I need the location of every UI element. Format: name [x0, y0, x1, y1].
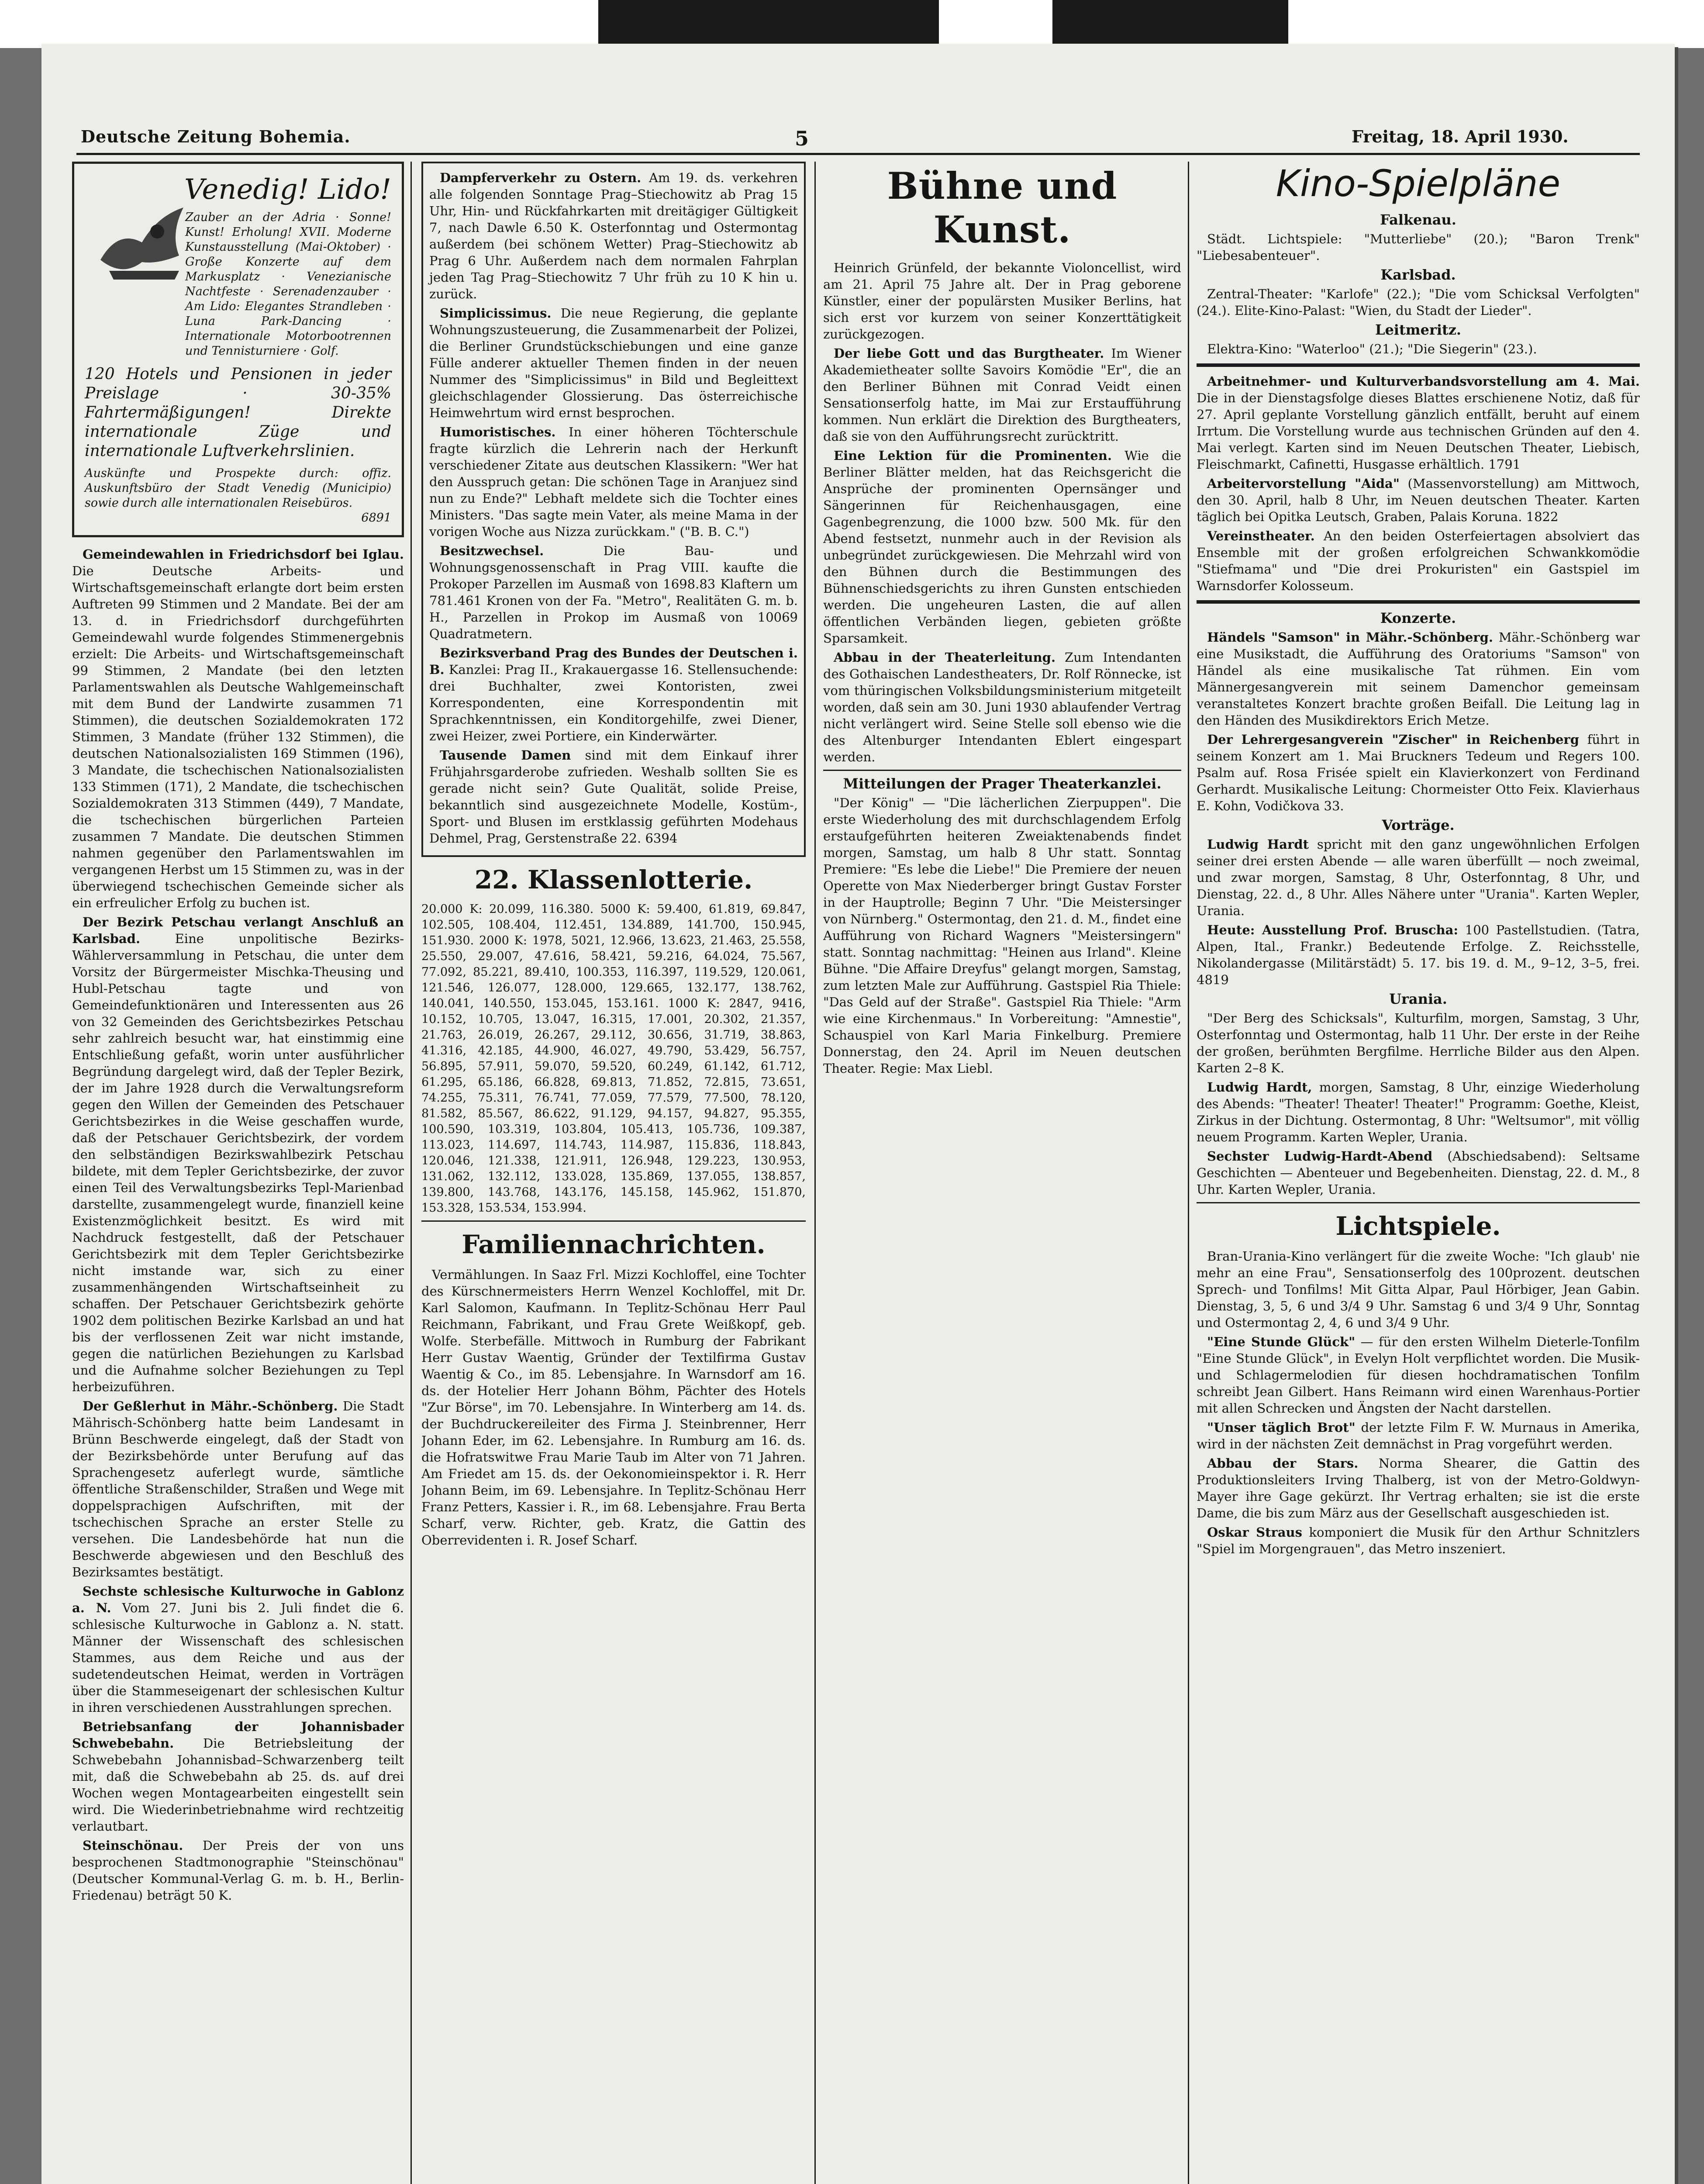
column-4	[1197, 162, 1640, 2184]
article-title: Der Bezirk Petschau verlangt Anschluß an Karlsbad.	[72, 915, 404, 946]
section-heading: Mitteilungen der Prager Theaterkanzlei.	[843, 775, 1162, 792]
ad-code: 4819	[1197, 972, 1229, 987]
article-body: Der Preis der von uns besprochenen Stadtmonographie "Steinschönau" (Deutscher Kommunal-Verlag G. m. b. H., Berlin-Friedenau) beträgt 50 K.	[72, 1838, 404, 1903]
winged-lion-icon	[92, 190, 192, 286]
article-title: Oskar Straus	[1207, 1525, 1302, 1540]
column-1	[72, 162, 404, 2184]
family-notices: Vermählungen. In Saaz Frl. Mizzi Kochloffel, eine Tochter des Kürschnermeisters Herrn Wenzel Kochloffel, mit Dr. Karl Salomon, Kaufmann. In Teplitz-Schönau Herr Paul Reichmann, Fabrikant, und Frau Grete Weißkopf, geb. Wolfe. Sterbefälle. Mittwoch in Rumburg der Fabrikant Herr Gustav Waentig, Gründer der Textilfirma Gustav Waentig & Co., im 85. Lebensjahre. In Warnsdorf am 16. ds. der Hotelier Herr Johann Böhm, Pächter des Hotels "Zur Börse", im 70. Lebensjahre. In Winterberg am 14. ds. der Buchdruckereileiter des Firma J. Steinbrenner, Herr Johann Eder, im 62. Lebensjahre. In Rumburg am 16. ds. die Hofratswitwe Frau Marie Taub im Alter von 71 Jahren. Am Friedet am 15. ds. der Oekonomieinspektor i. R. Herr Johann Beim, im 69. Lebensjahre. In Teplitz-Schönau Herr Franz Petters, Kassier i. R., im 68. Lebensjahre. Frau Berta Scharf, verw. Richter, geb. Kratz, die Gattin des Oberrevidenten i. R. Josef Scharf.	[421, 1267, 806, 1548]
section-rule	[823, 770, 1181, 771]
column-rule	[1188, 162, 1189, 2184]
article-body: Eine unpolitische Bezirks-Wählerversammlung in Petschau, die unter dem Vorsitz der Bürgermeister Mischka-Theusing und Hubl-Petschau tagte und von Gemeindefunktionären und Interessenten aus 26 von 32 Gemeinden des Gerichtsbezirkes Petschau sehr zahlreich besucht war, hat einstimmig eine Entschließung gefaßt, worin unter ausführlicher Begründung dargelegt wird, daß der Tepler Bezirk, der im Jahre 1928 durch die Verwaltungsreform gegen den Willen der Gemeinden des Petschauer Gerichtsbezirkes in die Weise geschaffen wurde, daß der Petschauer Gerichtsbezirk, der vordem den selbständigen Bezirkswahlbezirk Petschau bildete, mit dem Tepler Gerichtsbezirke, der zuvor einen Teil des Verwaltungsbezirks Tepl-Marienbad darstellte, zusammengelegt wurde, finanziell keine Existenzmöglichkeit besitzt. Es wird mit Nachdruck festgestellt, daß der Petschauer Gerichtsbezirk mit dem Tepler Gerichtsbezirke nicht imstande war, sich zu einer zusammenhängenden Wirtschaftseinheit zu schaffen. Der Petschauer Gerichtsbezirk gehörte 1902 dem politischen Bezirke Karlsbad an und hat bis der verflossenen Zeit war nicht imstande, gegen die natürlichen Beziehungen zu Karlsbad und die Aufnahme solcher Beziehungen zu Tepl herbeizuführen.	[72, 931, 404, 1394]
article-title: Tausende Damen	[440, 748, 571, 763]
article-body: Wie die Berliner Blätter melden, hat das Reichsgericht die Ansprüche der prominenten Opernsänger und Sängerinnen für Reichenhausgagen, eine Gagenbegrenzung, die 1000 bzw. 500 Mk. für den Abend festsetzt, nunmehr auch in der Revision als unbegründet zurückgewiesen. Die Mehrzahl wird von den Bühnen durch die Bestimmungen des Bühnenschiedsgerichts zu ihren Gunsten entschieden werden. Die ungeheuren Lasten, die auf allen öffentlichen Verbänden liegen, gebieten größte Sparsamkeit.	[823, 448, 1181, 646]
article-body: Bran-Urania-Kino verlängert für die zweite Woche: "Ich glaub' nie mehr an eine Frau", Sensationserfolg des 100prozent. deutschen Sprech- und Tonfilms! Mit Gitta Alpar, Paul Hörbiger, Jean Gabin. Dienstag, 3, 5, 6 und 3/4 9 Uhr. Samstag 6 und 3/4 9 Uhr, Sonntag und Ostermontag 2, 4, 6 und 3/4 9 Uhr.	[1197, 1249, 1640, 1330]
article-body: Die Deutsche Arbeits- und Wirtschaftsgemeinschaft erlangte dort beim ersten Auftreten 99 Stimmen und 2 Mandate. Bei der am 13. d. in Friedrichsdorf durchgeführten Gemeindewahl wurde folgendes Stimmenergebnis erzielt: Die Arbeits- und Wirtschaftsgemeinschaft 99 Stimmen, 2 Mandate (bei den letzten Parlamentswahlen als Deutsche Wahlgemeinschaft mit dem Bund der Landwirte zusammen 71 Stimmen), die deutschen Sozialdemokraten 172 Stimmen, 3 Mandate (früher 132 Stimmen), die deutschen Nationalsozialisten 169 Stimmen (196), 3 Mandate, die tschechischen Nationalsozialisten 133 Stimmen (171), 2 Mandate, die tschechischen Sozialdemokraten 313 Stimmen (449), 7 Mandate, die tschechischen bürgerlichen Parteien zusammen 7 Mandate. Die deutschen Stimmen nahmen gegenüber den Parlamentswahlen im vergangenen Herbst um 15 Stimmen zu, was in der überwiegend tschechischen Gemeinde sicher als ein erfreulicher Erfolg zu buchen ist.	[72, 563, 404, 910]
article-title: Ludwig Hardt,	[1207, 1080, 1312, 1095]
article-title: Arbeitervorstellung "Aida"	[1207, 476, 1400, 491]
ad-code: 6394	[645, 831, 678, 846]
article-title: Ludwig Hardt	[1207, 837, 1309, 852]
article-title: "Eine Stunde Glück"	[1207, 1334, 1356, 1349]
article-title: "Unser täglich Brot"	[1207, 1420, 1356, 1435]
boxed-notice	[421, 162, 806, 857]
article-body: "Der Berg des Schicksals", Kulturfilm, morgen, Samstag, 3 Uhr, Osterfonntag und Ostermontag, halb 11 Uhr. Der erste in der Reihe der großen, berühmten Bergfilme. Herrliche Bilder aus den Alpen. Karten 2–8 K.	[1197, 1011, 1640, 1075]
article-body: In einer höheren Töchterschule fragte kürzlich die Lehrerin nach der Herkunft verschiedener Zitate aus deutschen Klassikern: "Wer hat den Ausspruch getan: Die schönen Tage in Aranjuez sind nun zu Ende?" Lebhaft meldete sich die Tochter eines Ministers. "Das sagte mein Vater, als meine Mama in der vorigen Woche aus Nizza zurückkam." ("B. B. C.")	[429, 425, 798, 539]
article-title: Gemeindewahlen in Friedrichsdorf bei Iglau.	[83, 547, 404, 562]
scan-dark-strip	[1052, 0, 1288, 46]
article-body: spricht mit den ganz ungewöhnlichen Erfolgen seiner drei ersten Abende — alle waren überfüllt — noch zweimal, und zwar morgen, Samstag, 8 Uhr, Osterfonntag, 8 Uhr, und Dienstag, 22. d., 8 Uhr. Alles Nähere unter "Urania". Karten Wepler, Urania.	[1197, 837, 1640, 918]
column-3	[823, 162, 1181, 2184]
ad-code: 1822	[1526, 509, 1559, 524]
section-rule	[1197, 600, 1640, 604]
article-title: Besitzwechsel.	[440, 543, 544, 558]
section-heading: Vorträge.	[1382, 817, 1455, 833]
article-title: Abbau der Stars.	[1207, 1456, 1359, 1471]
article-title: Betriebsanfang der Johannisbader Schwebebahn.	[72, 1719, 404, 1751]
article-title: Steinschönau.	[83, 1838, 183, 1853]
article-body: 100 Pastellstudien. (Tatra, Alpen, Ital., Frankr.) Bedeutende Erfolge. Z. Reichsstelle, Nikolandergasse (Militärstädt) 5. 17. bis 19. d. M., 9–12, 3–5, frei.	[1197, 923, 1640, 971]
article-title: Arbeitnehmer- und Kulturverbandsvorstellung am 4. Mai.	[1207, 374, 1640, 389]
newspaper-page	[41, 44, 1675, 2184]
article-body: Mähr.-Schönberg war eine Musikstadt, die Aufführung des Oratoriums "Samson" von Händel als eine musikalische Tat rühmen. Ein vom Männergesangverein mit seinem Damenchor gemeinsam veranstaltetes Konzert brachte großen Beifall. Die Leitung lag in den Händen des Musikdirektors Erich Metze.	[1197, 630, 1640, 728]
article-body: führt in seinem Konzert am 1. Mai Bruckners Tedeum und Regers 100. Psalm auf. Rosa Frisée spielt ein Klavierkonzert von Ferdinand Gerhardt. Musikalische Leitung: Chormeister Otto Feix. Klavierhaus E. Kohn, Vodičkova 33.	[1197, 732, 1640, 813]
article-title: Simplicissimus.	[440, 306, 552, 321]
listing-body: Städt. Lichtspiele: "Mutterliebe" (20.); "Baron Trenk" "Liebesabenteuer".	[1197, 232, 1640, 263]
article-body: Norma Shearer, die Gattin des Produktionsleiters Irving Thalberg, ist von der Metro-Goldwyn-Mayer ihre Gage gekürzt. Ihr Vertrag erhalten; sie ist die erste Dame, die bis zum März aus der Gesellschaft ausgeschieden ist.	[1197, 1456, 1640, 1521]
article-body: Die neue Regierung, die geplante Wohnungszusteuerung, die Zusammenarbeit der Polizei, die Berliner Grundstückschiebungen und eine ganze Fülle anderer aktueller Themen finden in der neuen Nummer des "Simplicissimus" in Bild und Begleittext gleichschlagender Glossierung. Das österreichische Heimwehrtum wird ernst besprochen.	[429, 306, 798, 420]
article-body: Die in der Dienstagsfolge dieses Blattes erschienene Notiz, daß für 27. April geplante Vorstellung gänzlich entfällt, beruht auf einem Irrtum. Die Vorstellung wurde aus technischen Gründen auf den 4. Mai verlegt. Karten sind im Neuen Deutschen Theater, Liebisch, Fleischmarkt, Cafinetti, Husgasse erhältlich.	[1197, 390, 1640, 472]
column-rule	[814, 162, 816, 2184]
article-title: Eine Lektion für die Prominenten.	[834, 448, 1112, 463]
article-body: Die Betriebsleitung der Schwebebahn Johannisbad–Schwarzenberg teilt mit, daß die Schwebebahn ab 25. ds. auf drei Wochen wegen Montagearbeiten eingestellt sein wird. Die Wiederinbetriebnahme wird rechtzeitig verlautbart.	[72, 1736, 404, 1834]
article-body: (Abschiedsabend): Seltsame Geschichten — Abenteuer und Begebenheiten. Dienstag, 22. d. M., 8 Uhr. Karten Wepler, Urania.	[1197, 1149, 1640, 1197]
article-title: Sechster Ludwig-Hardt-Abend	[1207, 1149, 1433, 1164]
article-body: — für den ersten Wilhelm Dieterle-Tonfilm "Eine Stunde Glück", in Evelyn Holt verpflichtet worden. Die Musik- und Schlagermelodien für diesen hochdramatischen Tonfilm schreibt Jean Gilbert. Hans Reimann wird einen Warenhaus-Portier mit allen Schrecken und Ängsten der Nacht darstellen.	[1197, 1334, 1640, 1416]
page-number: 5	[795, 127, 809, 150]
lottery-numbers: 20.000 K: 20.099, 116.380. 5000 K: 59.400, 61.819, 69.847, 102.505, 108.404, 112.451, 134.889, 141.700, 150.945, 151.930. 2000 K: 1978, 5021, 12.966, 13.623, 21.463, 25.558, 25.550, 29.007, 47.616, 58.421, 59.216, 64.024, 75.567, 77.092, 85.221, 89.410, 100.353, 116.397, 119.529, 120.061, 121.546, 126.077, 128.000, 129.665, 132.177, 138.762, 140.041, 140.550, 153.045, 153.161. 1000 K: 2847, 9416, 10.152, 10.705, 13.047, 16.315, 17.001, 20.302, 21.357, 21.763, 26.019, 26.267, 29.112, 30.656, 31.719, 38.863, 41.316, 42.185, 44.900, 46.027, 49.790, 53.429, 56.757, 56.895, 57.911, 59.070, 59.520, 60.249, 61.142, 61.712, 61.295, 65.186, 66.828, 69.813, 71.852, 72.815, 73.651, 74.255, 75.311, 76.741, 77.059, 77.579, 77.500, 78.120, 81.582, 85.567, 86.622, 91.129, 94.157, 94.827, 95.355, 100.590, 103.319, 103.804, 105.413, 105.736, 109.387, 113.023, 114.697, 114.743, 114.987, 115.836, 118.843, 120.046, 121.338, 121.911, 126.948, 129.223, 130.953, 131.062, 132.112, 133.028, 135.869, 137.055, 138.857, 139.800, 143.768, 143.176, 145.158, 145.962, 151.870, 153.328, 153.534, 153.994.	[421, 902, 806, 1215]
article-title: Händels "Samson" in Mähr.-Schönberg.	[1207, 630, 1494, 645]
lottery-heading: 22. Klassenlotterie.	[474, 865, 753, 895]
article-title: Der Lehrergesangverein "Zischer" in Reichenberg	[1207, 732, 1579, 747]
article-title: Vereinstheater.	[1207, 529, 1315, 543]
article-title: Heute: Ausstellung Prof. Bruscha:	[1207, 923, 1459, 937]
article-body: der letzte Film F. W. Murnaus in Amerika, wird in der nächsten Zeit demnächst in Prag vorgeführt werden.	[1197, 1420, 1640, 1451]
section-heading: Falkenau.	[1380, 211, 1456, 228]
article-body: "Der König" — "Die lächerlichen Zierpuppen". Die erste Wiederholung des mit durchschlagendem Erfolg erstaufgeführten heiteren Zweiaktenabends findet morgen, Samstag, um halb 8 Uhr statt. Sonntag Premiere: "Es lebe die Liebe!" Die Premiere der neuen Operette von Max Niederberger bringt Gustav Forster in der Hauptrolle; Beginn 7 Uhr. "Die Meistersinger von Nürnberg." Ostermontag, den 21. d. M., findet eine Aufführung von Richard Wagners "Meistersingern" statt. Sonntag nachmittag: "Heinen aus Irland". Kleine Bühne. "Die Affaire Dreyfus" gelangt morgen, Samstag, zum letzten Male zur Aufführung. Gastspiel Ria Thiele: "Das Geld auf der Straße". Gastspiel Ria Thiele: "Arm wie eine Kirchenmaus." In Vorbereitung: "Amnestie", Schauspiel von Karl Maria Finkelburg. Premiere Donnerstag, den 24. April im Neuen deutschen Theater. Regie: Max Liebl.	[823, 795, 1181, 1076]
ad-code: 1791	[1488, 457, 1521, 472]
article-title: Sechste schlesische Kulturwoche in Gablonz a. N.	[72, 1584, 404, 1615]
section-heading: Urania.	[1389, 991, 1447, 1007]
article-body: (Massenvorstellung) am Mittwoch, den 30. April, halb 8 Uhr, im Neuen deutschen Theater. Karten täglich bei Opitka Leutsch, Graben, Palais Koruna.	[1197, 476, 1640, 524]
family-heading: Familiennachrichten.	[462, 1230, 766, 1259]
article-body: Kanzlei: Prag II., Krakauergasse 16. Stellensuchende: drei Buchhalter, zwei Kontoristen, zwei Korrespondenten, eine Korrespondentin mit Sprachkenntnissen, ein Konditorgehilfe, zwei Diener, zwei Heizer, zwei Portiere, ein Kinderwärter.	[429, 662, 798, 743]
listing-body: Zentral-Theater: "Karlofe" (22.); "Die vom Schicksal Verfolgten" (24.). Elite-Kino-Palast: "Wien, du Stadt der Lieder".	[1197, 287, 1640, 318]
section-rule	[1197, 1202, 1640, 1203]
article-title: Dampferverkehr zu Ostern.	[440, 170, 642, 185]
column-rule	[410, 162, 412, 2184]
lichtspiele-heading: Lichtspiele.	[1335, 1211, 1501, 1241]
ad-info: Auskünfte und Prospekte durch: offiz. Auskunftsbüro der Stadt Venedig (Municipio) sowie durch alle internationalen Reisebüros.	[85, 467, 391, 510]
article-body: Vom 27. Juni bis 2. Juli findet die 6. schlesische Kulturwoche in Gablonz a. N. statt. Männer der Wissenschaft des schlesischen Stammes, aus dem Reiche und aus der sudetendeutschen Heimat, werden in Vorträgen über die Stammeseigenart der schlesischen Kultur in ihren verschiedenen Ausstrahlungen sprechen.	[72, 1600, 404, 1715]
section-rule	[421, 1220, 806, 1222]
article-body: An den beiden Osterfeiertagen absolviert das Ensemble mit der großen erfolgreichen Schwankkomödie "Stiefmama" und "Die drei Prokuristen" ein Gastspiel im Warnsdorfer Kolosseum.	[1197, 529, 1640, 593]
article-body: Im Wiener Akademietheater sollte Savoirs Komödie "Er", die an den Berliner Bühnen mit Conrad Veidt einen Sensationserfolg hatte, im Mai zur Erstaufführung kommen. Nun erklärt die Direktion des Burgtheaters, daß sie von den Aufführungsrecht zurücktritt.	[823, 346, 1181, 444]
scan-top-edge	[0, 0, 1704, 48]
ad-body: Zauber an der Adria · Sonne! Kunst! Erholung! XVII. Moderne Kunstausstellung (Mai-Oktober) · Große Konzerte auf dem Markusplatz · Venezianische Nachtfeste · Serenadenzauber · Am Lido: Elegantes Strandleben · Luna Park-Dancing · Internationale Motorbootrennen und Tennisturniere · Golf.	[185, 211, 391, 358]
article-title: Der liebe Gott und das Burgtheater.	[834, 346, 1104, 361]
issue-date: Freitag, 18. April 1930.	[1352, 127, 1569, 146]
ad-code: 6891	[361, 511, 391, 525]
article-body: morgen, Samstag, 8 Uhr, einzige Wiederholung des Abends: "Theater! Theater! Theater!" Programm: Goethe, Kleist, Zirkus in der Dichtung. Ostermontag, 8 Uhr: "Weltsumor", mit völlig neuem Programm. Karten Wepler, Urania.	[1197, 1080, 1640, 1144]
scan-dark-strip	[598, 0, 939, 46]
section-heading: Leitmeritz.	[1375, 321, 1462, 338]
article-title: Bezirksverband Prag des Bundes der Deutschen i. B.	[429, 646, 798, 677]
newspaper-name: Deutsche Zeitung Bohemia.	[81, 127, 351, 146]
article-body: Zum Intendanten des Gothaischen Landestheaters, Dr. Rolf Rönnecke, ist vom thüringischen Volksbildungsministerium mitgeteilt worden, daß sein am 30. Juni 1930 ablaufender Vertrag nicht verlängert wird. Seine Stelle soll ebenso wie die des Altenburger Intendanten Eblert eingespart werden.	[823, 650, 1181, 764]
section-heading: Karlsbad.	[1380, 266, 1456, 283]
article-title: Humoristisches.	[440, 425, 556, 439]
article-body: Die Stadt Mährisch-Schönberg hatte beim Landesamt in Brünn Beschwerde eingelegt, daß der Stadt von der Bezirksbehörde unter Berufung auf das Sprachengesetz auferlegt wurde, sämtliche öffentliche Straßenschilder, Straßen und Wege mit doppelsprachigen Aufschriften, mit der tschechischen Sprache an erster Stelle zu versehen. Die Landesbehörde hat nun die Beschwerde abgewiesen und den Beschluß des Bezirksamtes bestätigt.	[72, 1399, 404, 1579]
cinema-heading: Kino-Spielpläne	[1276, 162, 1561, 205]
article-body: Die Bau- und Wohnungsgenossenschaft in Prag VIII. kaufte die Prokoper Parzellen im Ausmaß von 1698.83 Klaftern um 781.461 Kronen von der Fa. "Metro", Realitäten G. m. b. H., Parzellen in Prokop im Ausmaß von 10069 Quadratmetern.	[429, 543, 798, 641]
venice-advertisement	[72, 162, 404, 537]
listing-body: Elektra-Kino: "Waterloo" (21.); "Die Siegerin" (23.).	[1207, 342, 1537, 356]
article-title: Der Geßlerhut in Mähr.-Schönberg.	[83, 1399, 338, 1413]
article-body: Heinrich Grünfeld, der bekannte Violoncellist, wird am 21. April 75 Jahre alt. Der in Prag geborene Künstler, einer der populärsten Musiker Berlins, hat sich erst vor kurzem von seiner Konzerttätigkeit zurückgezogen.	[823, 260, 1181, 342]
article-title: Abbau in der Theaterleitung.	[834, 650, 1056, 665]
header-rule	[76, 153, 1640, 155]
ad-offer: 120 Hotels und Pensionen in jeder Preislage · 30-35% Fahrtermäßigungen! Direkte internationale Züge und internationale Luftverkehrslinien.	[85, 365, 391, 460]
article-body: sind mit dem Einkauf ihrer Frühjahrsgarderobe zufrieden. Weshalb sollten Sie es gerade nicht sein? Gute Qualität, solide Preise, bekanntlich sind ausgezeichnete Modelle, Kostüm-, Sport- und Blusen im erstklassig geführten Modehaus Dehmel, Prag, Gerstenstraße 22.	[429, 748, 798, 846]
article-body: komponiert die Musik für den Arthur Schnitzlers "Spiel im Morgengrauen", das Metro inszeniert.	[1197, 1525, 1640, 1556]
section-heading: Konzerte.	[1380, 610, 1456, 626]
theatre-heading: Bühne und Kunst.	[887, 164, 1118, 251]
section-rule	[1197, 363, 1640, 367]
column-2	[421, 162, 806, 2184]
ad-title: Venedig! Lido!	[184, 173, 391, 206]
article-body: Am 19. ds. verkehren alle folgenden Sonntage Prag–Stiechowitz ab Prag 15 Uhr, Hin- und Rückfahrkarten mit dreitägiger Gültigkeit 7, nach Dawle 6.50 K. Osterfonntag und Ostermontag außerdem (bei schönem Wetter) Prag–Stiechowitz ab Prag 6 Uhr. Außerdem nach dem normalen Fahrplan jeden Tag Prag–Stiechowitz 7 Uhr früh zu 10 K hin u. zurück.	[429, 170, 798, 301]
